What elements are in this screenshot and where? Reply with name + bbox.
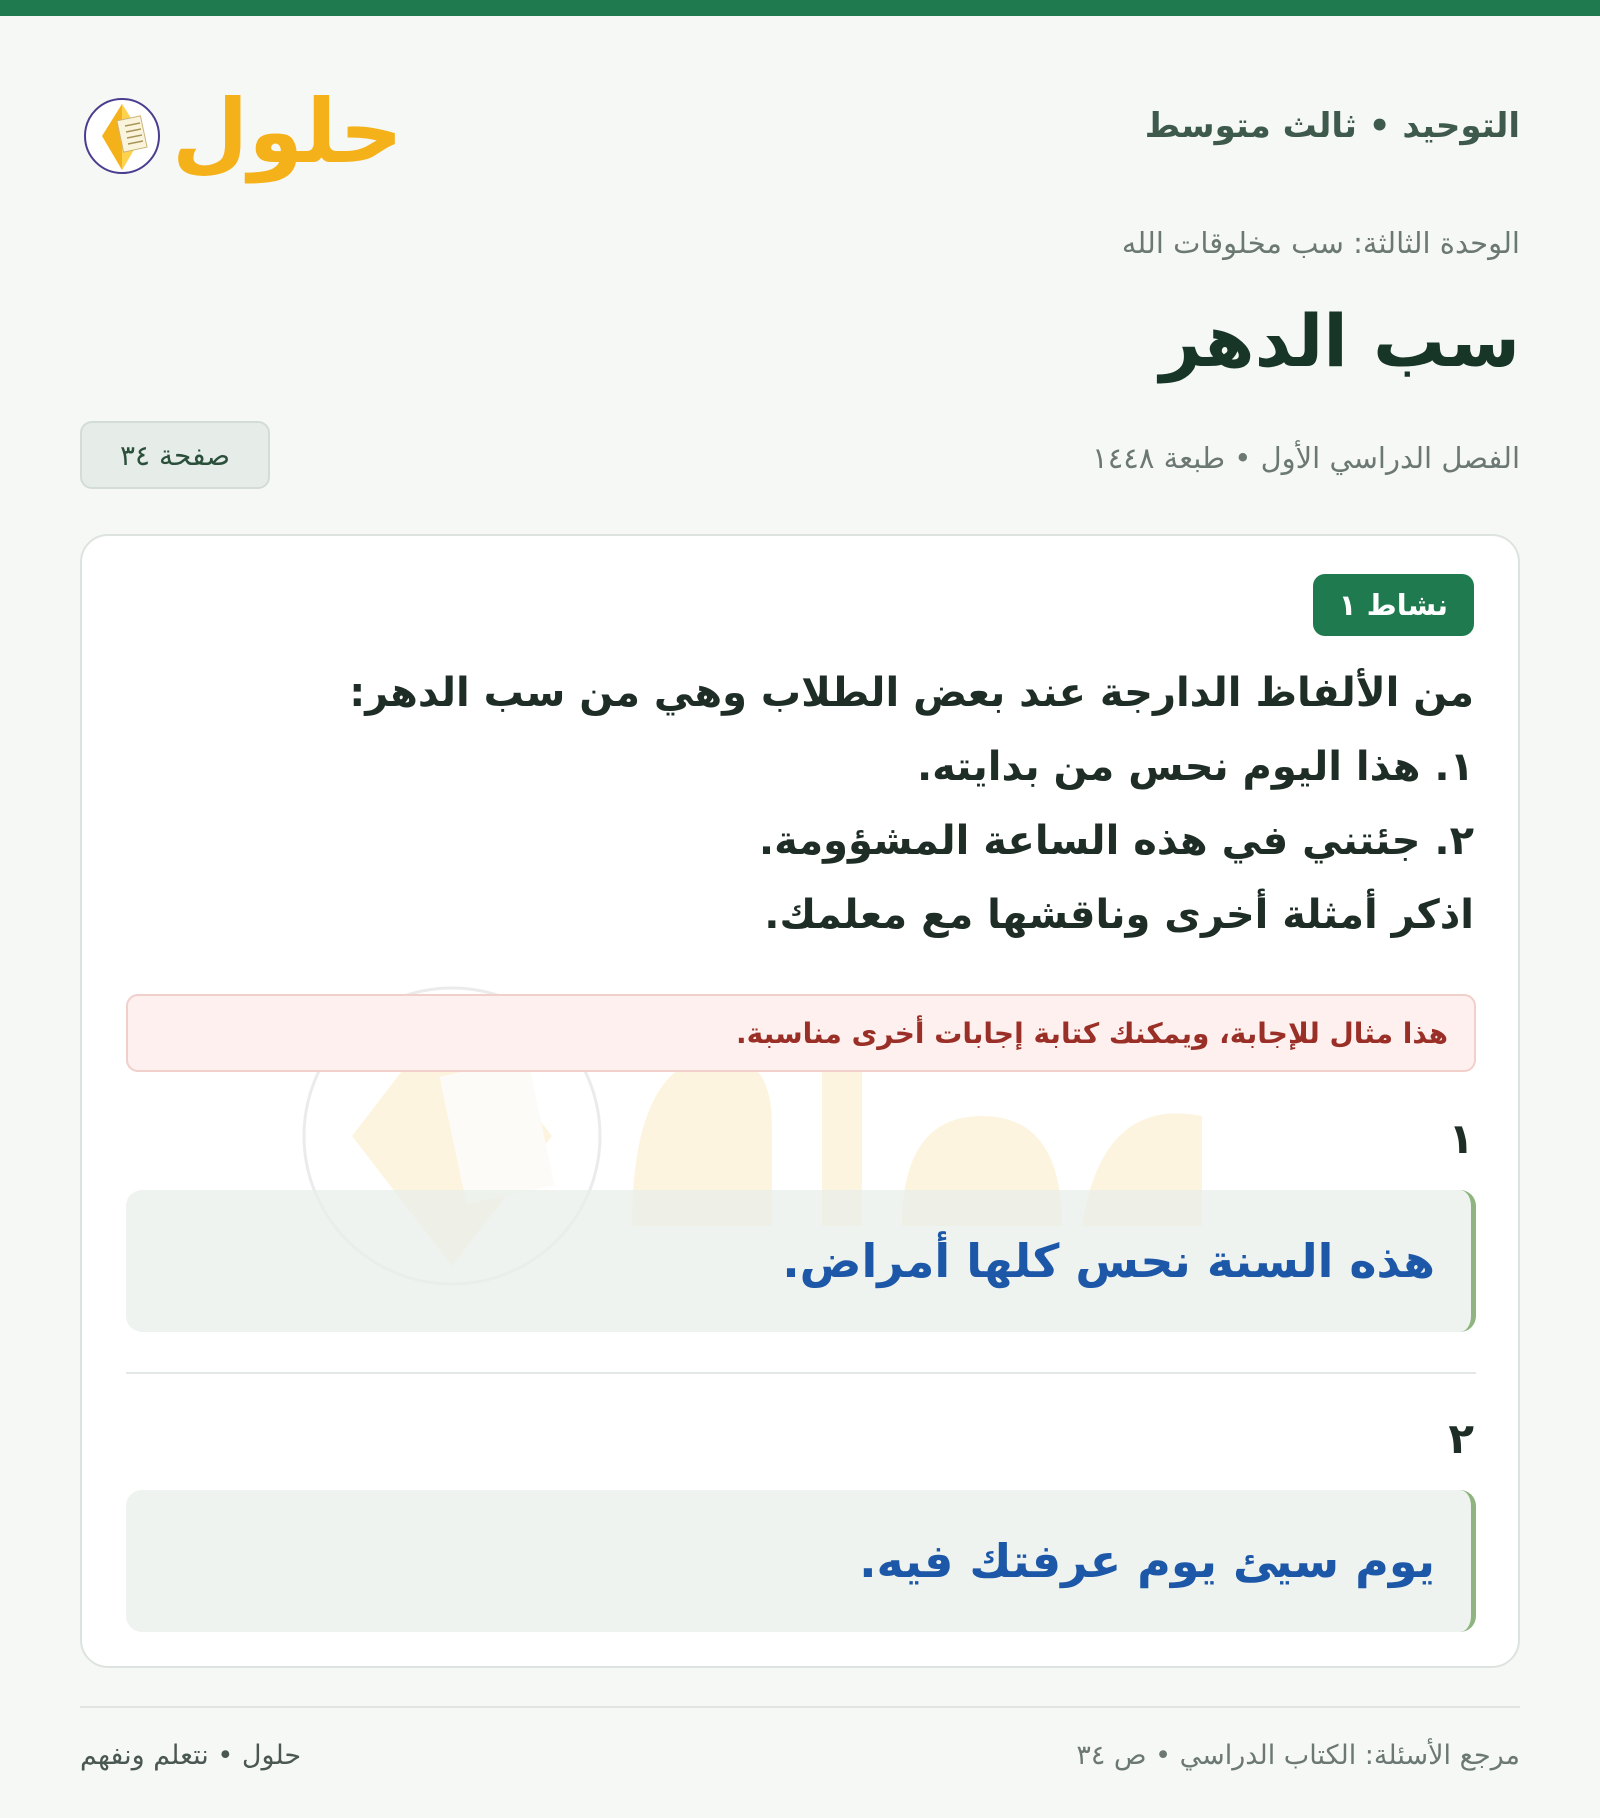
subject-title: التوحيد • ثالث متوسط <box>1144 106 1520 146</box>
page <box>80 16 1520 1818</box>
footer-divider <box>80 1706 1520 1708</box>
answer-number: ١ <box>1448 1114 1474 1163</box>
answer-box <box>126 1190 1476 1332</box>
unit-label: الوحدة الثالثة: سب مخلوقات الله <box>1121 226 1520 260</box>
question-line: من الألفاظ الدارجة عند بعض الطلاب وهي من سب الدهر: <box>349 670 1474 716</box>
logo-wordmark: حلول <box>172 80 403 183</box>
activity-badge: نشاط ١ <box>1313 574 1474 636</box>
footer-reference: مرجع الأسئلة: الكتاب الدراسي • ص ٣٤ <box>1076 1740 1520 1771</box>
answer-note: هذا مثال للإجابة، ويمكنك كتابة إجابات أخرى مناسبة. <box>126 994 1476 1072</box>
answer-box <box>126 1490 1476 1632</box>
answer-text: يوم سيئ يوم عرفتك فيه. <box>859 1534 1435 1588</box>
page-number-badge[interactable]: صفحة ٣٤ <box>80 421 270 489</box>
activity-card <box>80 534 1520 1668</box>
activity-question <box>124 656 1474 952</box>
meta-row <box>80 421 1520 491</box>
divider <box>126 1372 1476 1374</box>
question-line: اذكر أمثلة أخرى وناقشها مع معلمك. <box>764 892 1474 938</box>
question-line: ٢. جئتني في هذه الساعة المشؤومة. <box>758 818 1474 864</box>
top-accent-bar <box>0 0 1600 16</box>
site-logo[interactable] <box>80 80 403 186</box>
lesson-title: سب الدهر <box>1159 299 1520 383</box>
header <box>80 68 1520 188</box>
semester-label: الفصل الدراسي الأول • طبعة ١٤٤٨ <box>1092 441 1520 475</box>
footer-brand: حلول • نتعلم ونفهم <box>80 1740 302 1771</box>
answer-text: هذه السنة نحس كلها أمراض. <box>782 1234 1435 1288</box>
answer-number: ٢ <box>1448 1414 1474 1463</box>
question-line: ١. هذا اليوم نحس من بدايته. <box>916 744 1474 790</box>
